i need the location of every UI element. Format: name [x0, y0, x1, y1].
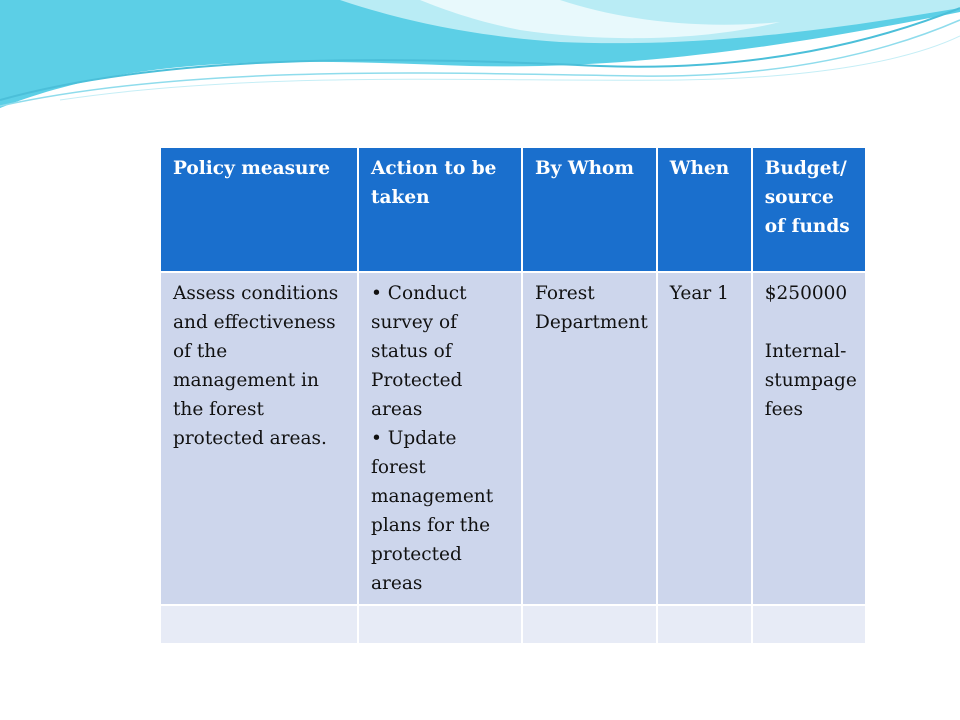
header-when: When: [657, 147, 752, 272]
budget-amount: $250000: [764, 283, 848, 304]
budget-source: Internal- stumpage fees: [764, 341, 857, 420]
empty-cell: [752, 605, 866, 644]
header-budget: Budget/ source of funds: [752, 147, 866, 272]
header-action: Action to be taken: [358, 147, 522, 272]
empty-cell: [160, 605, 358, 644]
header-policy-measure: Policy measure: [160, 147, 358, 272]
table-row-empty: [160, 605, 866, 644]
header-row: [160, 147, 866, 272]
cell-when: Year 1: [657, 272, 752, 605]
action-list: [371, 279, 513, 598]
cell-policy-measure: Assess conditions and effectiveness of the management in the forest protected areas.: [160, 272, 358, 605]
cell-budget: [752, 272, 866, 605]
policy-table: [159, 146, 867, 645]
empty-cell: [358, 605, 522, 644]
cell-by-whom: Forest Department: [522, 272, 657, 605]
cell-actions: [358, 272, 522, 605]
budget-spacer: [765, 308, 857, 337]
empty-cell: [522, 605, 657, 644]
wave-decoration: [0, 0, 960, 130]
action-item: • Update forest management plans for the protected areas: [371, 424, 513, 598]
header-by-whom: By Whom: [522, 147, 657, 272]
empty-cell: [657, 605, 752, 644]
action-item: • Conduct survey of status of Protected areas: [371, 279, 513, 424]
table-row: [160, 272, 866, 605]
